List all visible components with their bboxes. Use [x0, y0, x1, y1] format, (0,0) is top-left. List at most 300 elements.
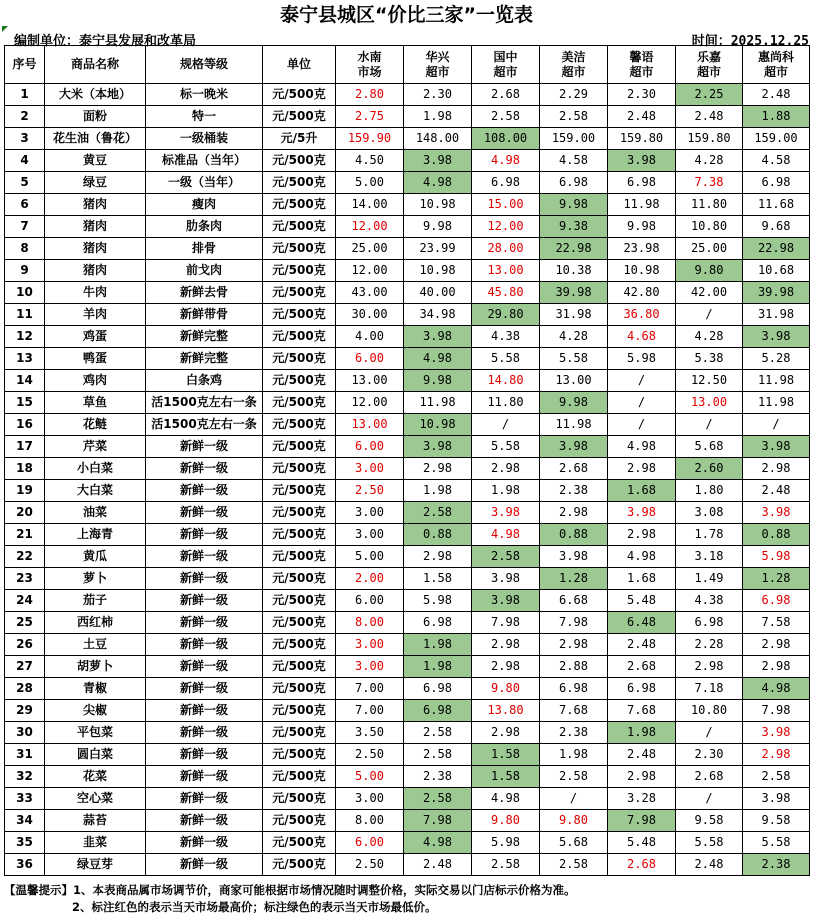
price-cell: / [472, 414, 540, 436]
price-cell: 31.98 [743, 304, 810, 326]
row-number: 30 [5, 722, 45, 744]
price-cell: 3.98 [743, 722, 810, 744]
price-cell: 4.98 [404, 832, 472, 854]
price-cell: 2.58 [472, 546, 540, 568]
price-cell: 4.50 [336, 150, 404, 172]
price-cell: / [608, 414, 676, 436]
price-cell: 2.00 [336, 568, 404, 590]
price-cell: 36.80 [608, 304, 676, 326]
price-cell: 4.58 [743, 150, 810, 172]
product-name: 尖椒 [45, 700, 146, 722]
price-cell: 6.98 [608, 678, 676, 700]
price-cell: 11.98 [608, 194, 676, 216]
product-spec: 新鲜一级 [146, 744, 263, 766]
price-cell: 15.00 [472, 194, 540, 216]
price-cell: 2.58 [404, 502, 472, 524]
price-cell: 7.18 [676, 678, 743, 700]
price-cell: 10.98 [404, 194, 472, 216]
price-cell: 22.98 [540, 238, 608, 260]
product-name: 花生油（鲁花） [45, 128, 146, 150]
product-unit: 元/500克 [263, 480, 336, 502]
price-cell: 5.38 [676, 348, 743, 370]
product-name: 青椒 [45, 678, 146, 700]
price-cell: 2.48 [608, 744, 676, 766]
table-row [5, 194, 810, 216]
price-cell: 2.38 [404, 766, 472, 788]
price-cell: 1.80 [676, 480, 743, 502]
product-name: 空心菜 [45, 788, 146, 810]
price-cell: 2.58 [472, 106, 540, 128]
table-row [5, 744, 810, 766]
row-number: 7 [5, 216, 45, 238]
price-cell: 7.68 [540, 700, 608, 722]
product-spec: 活1500克左右一条 [146, 392, 263, 414]
product-spec: 新鲜一级 [146, 700, 263, 722]
price-cell: 34.98 [404, 304, 472, 326]
price-cell: 39.98 [540, 282, 608, 304]
product-spec: 新鲜一级 [146, 480, 263, 502]
row-number: 5 [5, 172, 45, 194]
product-spec: 标一晚米 [146, 84, 263, 106]
price-cell: 5.58 [540, 348, 608, 370]
price-cell: 2.58 [404, 788, 472, 810]
price-cell: 4.98 [404, 172, 472, 194]
product-unit: 元/500克 [263, 524, 336, 546]
price-cell: 2.98 [608, 524, 676, 546]
product-unit: 元/500克 [263, 84, 336, 106]
table-row [5, 854, 810, 876]
table-row [5, 568, 810, 590]
price-cell: 14.00 [336, 194, 404, 216]
price-cell: 3.98 [743, 326, 810, 348]
price-cell: 2.98 [540, 634, 608, 656]
price-cell: 2.98 [608, 766, 676, 788]
row-number: 25 [5, 612, 45, 634]
product-unit: 元/500克 [263, 722, 336, 744]
row-number: 16 [5, 414, 45, 436]
price-cell: 6.00 [336, 832, 404, 854]
product-name: 猪肉 [45, 238, 146, 260]
price-cell: 2.38 [743, 854, 810, 876]
row-number: 22 [5, 546, 45, 568]
price-cell: 159.00 [540, 128, 608, 150]
price-cell: 1.98 [540, 744, 608, 766]
row-number: 13 [5, 348, 45, 370]
product-unit: 元/500克 [263, 172, 336, 194]
price-cell: 9.98 [540, 392, 608, 414]
price-cell: 4.00 [336, 326, 404, 348]
price-cell: 2.48 [743, 84, 810, 106]
product-name: 花菜 [45, 766, 146, 788]
table-row [5, 788, 810, 810]
price-cell: 13.00 [540, 370, 608, 392]
price-cell: 9.58 [676, 810, 743, 832]
product-spec: 新鲜一级 [146, 722, 263, 744]
price-cell: 159.80 [676, 128, 743, 150]
price-cell: 6.98 [743, 172, 810, 194]
page-title: 泰宁县城区“价比三家”一览表 [280, 4, 533, 26]
product-name: 草鱼 [45, 392, 146, 414]
table-row [5, 634, 810, 656]
price-cell: 8.00 [336, 612, 404, 634]
product-spec: 特一 [146, 106, 263, 128]
product-name: 猪肉 [45, 260, 146, 282]
price-cell: 45.80 [472, 282, 540, 304]
price-cell: 1.98 [404, 656, 472, 678]
table-row [5, 502, 810, 524]
price-cell: 5.98 [743, 546, 810, 568]
price-cell: 1.58 [404, 568, 472, 590]
price-cell: 5.58 [743, 832, 810, 854]
price-cell: 25.00 [676, 238, 743, 260]
price-cell: 10.98 [404, 260, 472, 282]
product-name: 花鲢 [45, 414, 146, 436]
price-cell: 23.98 [608, 238, 676, 260]
product-name: 胡萝卜 [45, 656, 146, 678]
price-cell: 2.30 [608, 84, 676, 106]
price-cell: 7.68 [608, 700, 676, 722]
price-cell: 7.98 [404, 810, 472, 832]
product-spec: 新鲜一级 [146, 678, 263, 700]
price-cell: 13.00 [336, 414, 404, 436]
row-number: 29 [5, 700, 45, 722]
price-cell: 4.28 [540, 326, 608, 348]
table-row [5, 832, 810, 854]
corner-marker [2, 26, 8, 32]
price-cell: 6.98 [608, 172, 676, 194]
column-header: 单位 [263, 46, 336, 84]
price-cell: 10.38 [540, 260, 608, 282]
price-cell: 3.00 [336, 656, 404, 678]
table-body [5, 84, 810, 876]
column-header: 规格等级 [146, 46, 263, 84]
price-cell: 5.58 [472, 436, 540, 458]
product-name: 茄子 [45, 590, 146, 612]
price-cell: 3.50 [336, 722, 404, 744]
price-cell: 2.58 [540, 854, 608, 876]
price-cell: 3.28 [608, 788, 676, 810]
price-cell: 3.00 [336, 502, 404, 524]
price-cell: 2.50 [336, 854, 404, 876]
column-header: 美洁 超市 [540, 46, 608, 84]
price-cell: 4.28 [676, 326, 743, 348]
product-name: 萝卜 [45, 568, 146, 590]
price-cell: 2.50 [336, 744, 404, 766]
product-name: 鸭蛋 [45, 348, 146, 370]
product-spec: 新鲜去骨 [146, 282, 263, 304]
price-cell: 1.28 [743, 568, 810, 590]
price-cell: 1.98 [404, 106, 472, 128]
product-spec: 新鲜一级 [146, 810, 263, 832]
product-unit: 元/500克 [263, 150, 336, 172]
price-cell: / [676, 722, 743, 744]
price-cell: 6.98 [472, 172, 540, 194]
price-table [4, 45, 810, 876]
price-cell: 5.68 [540, 832, 608, 854]
product-spec: 新鲜完整 [146, 348, 263, 370]
price-cell: 108.00 [472, 128, 540, 150]
product-unit: 元/500克 [263, 414, 336, 436]
product-spec: 新鲜一级 [146, 832, 263, 854]
column-header: 水南 市场 [336, 46, 404, 84]
row-number: 2 [5, 106, 45, 128]
product-unit: 元/500克 [263, 656, 336, 678]
product-name: 圆白菜 [45, 744, 146, 766]
column-header: 商品名称 [45, 46, 146, 84]
product-name: 平包菜 [45, 722, 146, 744]
product-unit: 元/500克 [263, 106, 336, 128]
price-cell: 11.98 [743, 370, 810, 392]
price-cell: 6.98 [404, 612, 472, 634]
price-cell: 2.68 [608, 656, 676, 678]
product-spec: 新鲜一级 [146, 766, 263, 788]
price-cell: 2.75 [336, 106, 404, 128]
price-cell: 2.58 [540, 766, 608, 788]
price-cell: 1.28 [540, 568, 608, 590]
price-cell: 2.30 [404, 84, 472, 106]
price-cell: 1.78 [676, 524, 743, 546]
price-cell: 6.48 [608, 612, 676, 634]
price-cell: 25.00 [336, 238, 404, 260]
price-cell: 1.98 [404, 480, 472, 502]
product-name: 油菜 [45, 502, 146, 524]
price-cell: 3.98 [404, 326, 472, 348]
price-cell: 2.48 [676, 106, 743, 128]
product-spec: 新鲜一级 [146, 590, 263, 612]
price-cell: 2.98 [472, 656, 540, 678]
product-name: 鸡蛋 [45, 326, 146, 348]
price-cell: 5.48 [608, 832, 676, 854]
table-row [5, 348, 810, 370]
price-cell: 3.98 [404, 436, 472, 458]
product-name: 蒜苔 [45, 810, 146, 832]
row-number: 11 [5, 304, 45, 326]
price-cell: 3.98 [472, 502, 540, 524]
price-cell: 7.58 [743, 612, 810, 634]
footer-note [4, 882, 809, 916]
price-cell: 1.88 [743, 106, 810, 128]
price-cell: 159.80 [608, 128, 676, 150]
price-cell: 2.58 [540, 106, 608, 128]
price-cell: 2.48 [608, 106, 676, 128]
price-cell: 148.00 [404, 128, 472, 150]
price-cell: 1.98 [404, 634, 472, 656]
price-cell: 4.98 [472, 788, 540, 810]
table-row [5, 590, 810, 612]
price-cell: 3.98 [743, 788, 810, 810]
price-cell: 3.00 [336, 524, 404, 546]
price-cell: 9.38 [540, 216, 608, 238]
footer-line-1: 【温馨提示】1、本表商品属市场调节价，商家可能根据市场情况随时调整价格，实际交易以门店标示价格为准。 [4, 883, 576, 897]
product-spec: 新鲜带骨 [146, 304, 263, 326]
price-cell: 2.50 [336, 480, 404, 502]
price-cell: 43.00 [336, 282, 404, 304]
price-cell: 4.28 [676, 150, 743, 172]
product-spec: 新鲜一级 [146, 568, 263, 590]
product-unit: 元/500克 [263, 634, 336, 656]
price-cell: 10.68 [743, 260, 810, 282]
product-unit: 元/500克 [263, 348, 336, 370]
product-unit: 元/500克 [263, 282, 336, 304]
product-spec: 一级（当年） [146, 172, 263, 194]
price-cell: 7.98 [608, 810, 676, 832]
product-name: 猪肉 [45, 194, 146, 216]
product-spec: 标准品（当年） [146, 150, 263, 172]
product-unit: 元/5升 [263, 128, 336, 150]
price-cell: 9.98 [540, 194, 608, 216]
product-spec: 新鲜一级 [146, 612, 263, 634]
price-cell: 6.98 [743, 590, 810, 612]
price-cell: 1.49 [676, 568, 743, 590]
table-row [5, 436, 810, 458]
product-unit: 元/500克 [263, 568, 336, 590]
price-cell: 3.98 [540, 546, 608, 568]
price-cell: 6.98 [540, 172, 608, 194]
product-unit: 元/500克 [263, 260, 336, 282]
price-cell: 10.80 [676, 216, 743, 238]
price-cell: 5.68 [676, 436, 743, 458]
row-number: 14 [5, 370, 45, 392]
table-row [5, 414, 810, 436]
price-cell: 1.98 [472, 480, 540, 502]
product-name: 羊肉 [45, 304, 146, 326]
row-number: 36 [5, 854, 45, 876]
price-cell: 2.98 [743, 656, 810, 678]
table-row [5, 766, 810, 788]
price-cell: 5.28 [743, 348, 810, 370]
product-unit: 元/500克 [263, 392, 336, 414]
price-cell: 12.00 [336, 216, 404, 238]
table-row [5, 810, 810, 832]
price-cell: 3.18 [676, 546, 743, 568]
row-number: 6 [5, 194, 45, 216]
product-unit: 元/500克 [263, 590, 336, 612]
price-cell: 1.58 [472, 766, 540, 788]
price-cell: 2.98 [743, 634, 810, 656]
price-cell: 9.80 [540, 810, 608, 832]
price-cell: 5.00 [336, 172, 404, 194]
price-cell: 10.98 [404, 414, 472, 436]
product-name: 上海青 [45, 524, 146, 546]
row-number: 24 [5, 590, 45, 612]
table-row [5, 172, 810, 194]
price-cell: 42.80 [608, 282, 676, 304]
table-row [5, 656, 810, 678]
price-cell: 1.58 [472, 744, 540, 766]
row-number: 15 [5, 392, 45, 414]
price-cell: 3.98 [472, 590, 540, 612]
price-cell: 13.80 [472, 700, 540, 722]
row-number: 9 [5, 260, 45, 282]
footer-line-2: 2、标注红色的表示当天市场最高价；标注绿色的表示当天市场最低价。 [72, 900, 437, 914]
price-cell: 159.90 [336, 128, 404, 150]
row-number: 10 [5, 282, 45, 304]
table-row [5, 458, 810, 480]
product-unit: 元/500克 [263, 810, 336, 832]
price-cell: 3.98 [608, 150, 676, 172]
price-cell: 3.98 [540, 436, 608, 458]
product-name: 土豆 [45, 634, 146, 656]
price-cell: 12.00 [472, 216, 540, 238]
price-cell: / [608, 392, 676, 414]
product-name: 韭菜 [45, 832, 146, 854]
table-row [5, 282, 810, 304]
price-cell: 0.88 [743, 524, 810, 546]
row-number: 35 [5, 832, 45, 854]
table-row [5, 546, 810, 568]
price-cell: 2.68 [540, 458, 608, 480]
product-name: 黄豆 [45, 150, 146, 172]
price-cell: 5.58 [472, 348, 540, 370]
product-spec: 新鲜一级 [146, 524, 263, 546]
price-cell: 29.80 [472, 304, 540, 326]
price-cell: / [743, 414, 810, 436]
price-cell: 4.98 [608, 546, 676, 568]
price-cell: 2.58 [404, 744, 472, 766]
price-cell: 4.98 [404, 348, 472, 370]
price-cell: 0.88 [540, 524, 608, 546]
product-spec: 排骨 [146, 238, 263, 260]
price-cell: 9.80 [472, 678, 540, 700]
price-cell: 3.08 [676, 502, 743, 524]
price-cell: 2.25 [676, 84, 743, 106]
product-spec: 肋条肉 [146, 216, 263, 238]
product-unit: 元/500克 [263, 678, 336, 700]
price-cell: 2.58 [743, 766, 810, 788]
product-name: 黄瓜 [45, 546, 146, 568]
price-cell: 7.38 [676, 172, 743, 194]
table-row [5, 84, 810, 106]
table-row [5, 524, 810, 546]
price-cell: 5.00 [336, 546, 404, 568]
price-cell: 7.00 [336, 678, 404, 700]
row-number: 18 [5, 458, 45, 480]
price-cell: 3.00 [336, 458, 404, 480]
product-name: 面粉 [45, 106, 146, 128]
product-unit: 元/500克 [263, 216, 336, 238]
price-cell: 6.98 [540, 678, 608, 700]
price-cell: 7.98 [743, 700, 810, 722]
table-row [5, 326, 810, 348]
price-cell: 2.38 [540, 722, 608, 744]
table-row [5, 150, 810, 172]
price-cell: 2.58 [472, 854, 540, 876]
price-cell: 14.80 [472, 370, 540, 392]
product-name: 绿豆 [45, 172, 146, 194]
row-number: 23 [5, 568, 45, 590]
product-unit: 元/500克 [263, 502, 336, 524]
product-spec: 瘦肉 [146, 194, 263, 216]
price-cell: 6.98 [404, 700, 472, 722]
column-header: 惠尚科 超市 [743, 46, 810, 84]
price-cell: 42.00 [676, 282, 743, 304]
product-spec: 新鲜一级 [146, 546, 263, 568]
price-cell: 9.58 [743, 810, 810, 832]
product-unit: 元/500克 [263, 612, 336, 634]
price-cell: 11.98 [743, 392, 810, 414]
price-cell: 4.38 [676, 590, 743, 612]
price-cell: 2.98 [472, 722, 540, 744]
price-cell: 6.98 [676, 612, 743, 634]
price-cell: 8.00 [336, 810, 404, 832]
product-unit: 元/500克 [263, 436, 336, 458]
price-cell: 3.98 [743, 502, 810, 524]
price-cell: 4.68 [608, 326, 676, 348]
price-cell: 13.00 [336, 370, 404, 392]
price-cell: 2.98 [404, 546, 472, 568]
price-cell: 6.98 [404, 678, 472, 700]
row-number: 31 [5, 744, 45, 766]
